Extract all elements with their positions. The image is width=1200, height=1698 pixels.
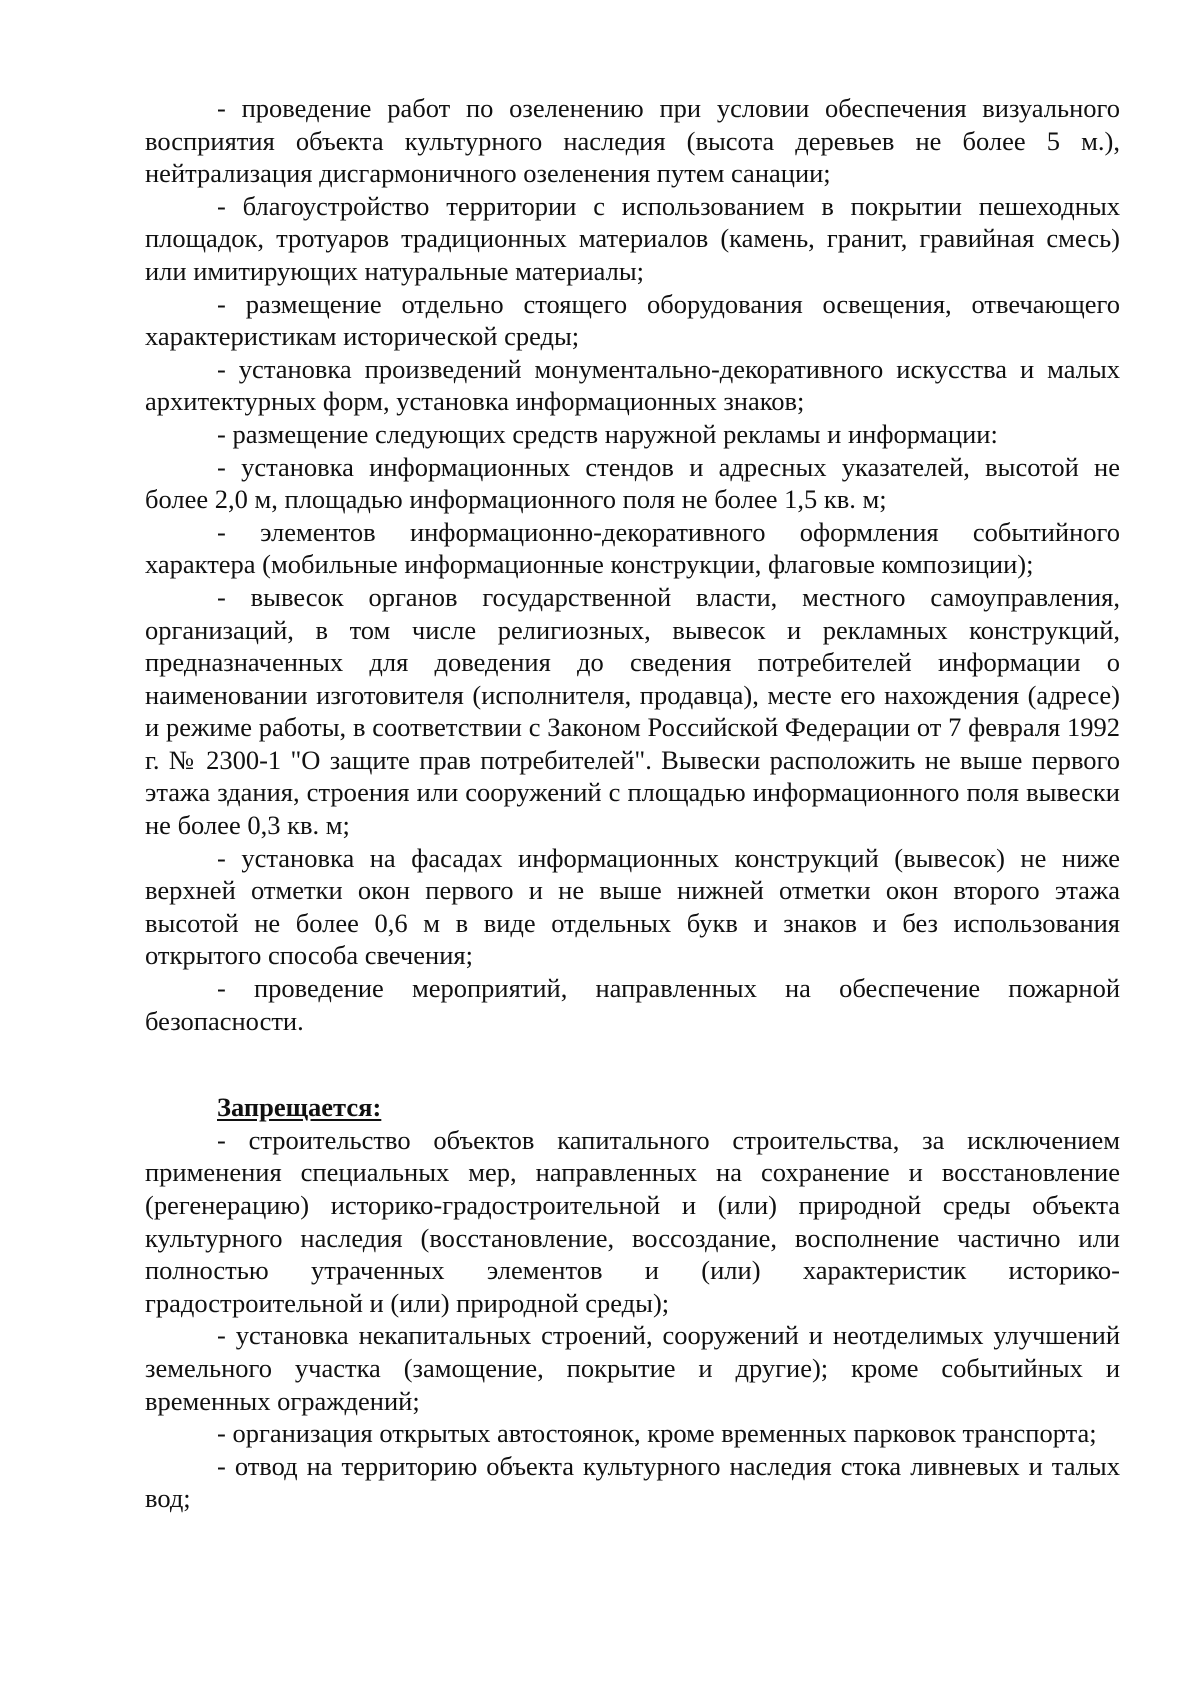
allowed-item-9: - установка на фасадах информационных конструкций (вывесок) не ниже верхней отметки окон первого и не выше нижней отметки окон второго этажа высотой не более 0,6 м в виде отдельных букв и знаков и без использования открытого способа свечения;	[145, 842, 1120, 971]
prohibited-item-1: - строительство объектов капитального строительства, за исключением применения специальных мер, направленных на сохранение и восстановление (регенерацию) историко-градостроительной и (или) природной среды объекта культурного наследия (восстановление, воссоздание, восполнение частично или полностью утраченных элементов и (или) характеристик историко-градостроительной и (или) природной среды);	[145, 1124, 1120, 1318]
allowed-item-10: - проведение мероприятий, направленных на обеспечение пожарной безопасности.	[145, 973, 1120, 1036]
prohibited-heading: Запрещается:	[217, 1092, 382, 1123]
allowed-item-6: - установка информационных стендов и адресных указателей, высотой не более 2,0 м, площадью информационного поля не более 1,5 кв. м;	[145, 451, 1120, 515]
allowed-item-7: - элементов информационно-декоративного оформления событийного характера (мобильные информационные конструкции, флаговые композиции);	[145, 516, 1120, 580]
allowed-item-4: - установка произведений монументально-декоративного искусства и малых архитектурных форм, установка информационных знаков;	[145, 353, 1120, 417]
allowed-item-3: - размещение отдельно стоящего оборудования освещения, отвечающего характеристикам исторической среды;	[145, 288, 1120, 352]
prohibited-item-4: - отвод на территорию объекта культурного наследия стока ливневых и талых вод;	[145, 1450, 1120, 1514]
document-page	[145, 92, 1120, 1515]
allowed-item-8: - вывесок органов государственной власти, местного самоуправления, организаций, в том числе религиозных, вывесок и рекламных конструкций, предназначенных для доведения до сведения потребителей информации о наименовании изготовителя (исполнителя, продавца), месте его нахождения (адресе) и режиме работы, в соответствии с Законом Российской Федерации от 7 февраля 1992 г. № 2300-1 "О защите прав потребителей". Вывески расположить не выше первого этажа здания, строения или сооружений с площадью информационного поля вывески не более 0,3 кв. м;	[145, 581, 1120, 841]
prohibited-item-2: - установка некапитальных строений, сооружений и неотделимых улучшений земельного участка (замощение, покрытие и другие); кроме событийных и временных ограждений;	[145, 1320, 1120, 1416]
allowed-item-5: - размещение следующих средств наружной рекламы и информации:	[217, 418, 998, 449]
allowed-item-2: - благоустройство территории с использованием в покрытии пешеходных площадок, тротуаров традиционных материалов (камень, гранит, гравийная смесь) или имитирующих натуральные материалы;	[145, 190, 1120, 286]
allowed-item-1: - проведение работ по озеленению при условии обеспечения визуального восприятия объекта культурного наследия (высота деревьев не более 5 м.), нейтрализация дисгармоничного озеленения путем санации;	[145, 93, 1120, 189]
prohibited-item-3: - организация открытых автостоянок, кроме временных парковок транспорта;	[217, 1418, 1097, 1449]
